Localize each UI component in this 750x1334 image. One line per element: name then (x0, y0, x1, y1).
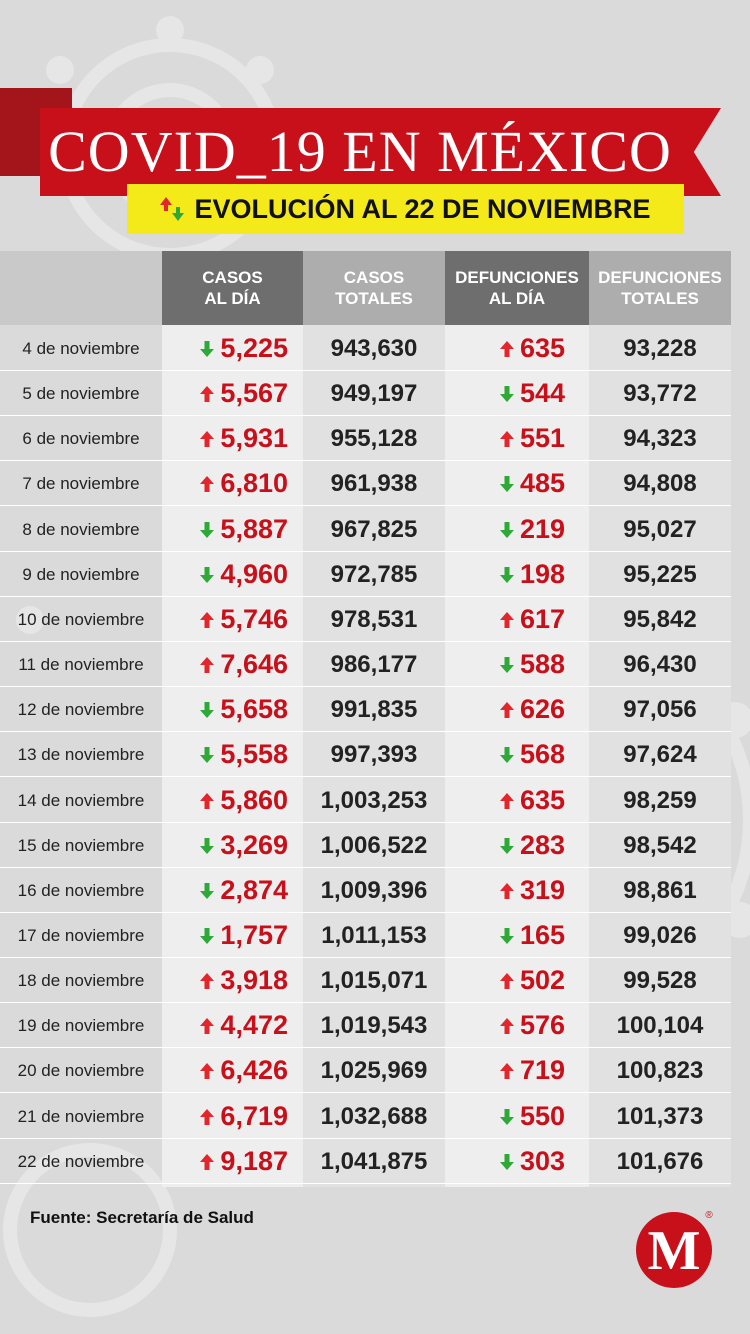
header-line: DEFUNCIONES (598, 268, 722, 287)
down-arrow-icon (500, 378, 520, 409)
cases-day-value: 5,860 (220, 784, 288, 815)
header-line: AL DÍA (488, 289, 546, 308)
deaths-total-cell: 101,676 (616, 1147, 704, 1175)
down-arrow-icon (500, 468, 520, 499)
cases-total-cell: 943,630 (330, 335, 418, 362)
deaths-day-cell (445, 1003, 565, 1048)
cases-day-value: 3,918 (220, 965, 288, 996)
cases-total-cell: 978,531 (330, 605, 418, 633)
cases-total-cell: 1,019,543 (320, 1012, 428, 1040)
cases-day-value: 4,472 (220, 1010, 288, 1041)
cases-day-cell (162, 1003, 288, 1048)
header-deaths-total (589, 251, 731, 325)
cases-day-value: 6,426 (220, 1055, 288, 1086)
cases-day-cell (162, 416, 288, 461)
deaths-day-cell (445, 461, 565, 506)
up-arrow-icon (500, 694, 520, 725)
cases-total-cell: 986,177 (330, 651, 418, 679)
up-down-arrows-icon (160, 195, 186, 223)
up-arrow-icon (500, 604, 520, 635)
row-date: 5 de noviembre (22, 384, 140, 404)
cases-day-value: 5,887 (220, 513, 288, 544)
cases-day-value: 5,558 (220, 739, 288, 770)
deaths-day-cell (445, 1139, 565, 1184)
cases-day-cell (162, 1139, 288, 1184)
down-arrow-icon (500, 739, 520, 770)
table-row (0, 1094, 731, 1139)
row-date: 14 de noviembre (17, 790, 145, 810)
deaths-total-cell: 93,772 (623, 380, 697, 408)
down-arrow-icon (500, 559, 520, 590)
subtitle-banner (127, 184, 684, 234)
cases-day-value: 6,810 (220, 468, 288, 499)
cases-day-cell (162, 326, 288, 371)
table-row (0, 778, 731, 823)
deaths-total-cell: 99,528 (623, 967, 697, 995)
cases-day-cell (162, 868, 288, 913)
cases-total-cell: 972,785 (330, 560, 418, 588)
deaths-day-value: 635 (519, 333, 565, 363)
down-arrow-icon (500, 920, 520, 951)
deaths-day-value: 635 (519, 784, 565, 815)
cases-day-cell (162, 1094, 288, 1139)
subtitle-text: EVOLUCIÓN AL 22 DE NOVIEMBRE (194, 193, 651, 224)
down-arrow-icon (200, 514, 220, 545)
header-line: CASOS (202, 268, 263, 287)
cases-day-cell (162, 507, 288, 552)
row-date: 16 de noviembre (17, 880, 145, 900)
table-row (0, 687, 731, 732)
deaths-total-cell: 95,842 (623, 605, 697, 633)
deaths-day-cell (445, 1048, 565, 1093)
row-date: 15 de noviembre (17, 835, 145, 855)
down-arrow-icon (500, 830, 520, 861)
table-row (0, 958, 731, 1003)
cases-total-cell: 1,015,071 (320, 967, 428, 995)
row-date: 11 de noviembre (18, 655, 144, 675)
cases-total-cell: 961,938 (330, 470, 418, 498)
logo-letter: M (647, 1220, 701, 1282)
cases-day-cell (162, 958, 288, 1003)
cases-total-cell: 1,006,522 (320, 831, 428, 859)
deaths-day-value: 485 (519, 468, 565, 499)
row-date: 9 de noviembre (22, 564, 140, 584)
cases-day-cell (162, 823, 288, 868)
up-arrow-icon (500, 333, 520, 364)
cases-total-cell: 1,003,253 (320, 786, 428, 814)
deaths-day-value: 544 (519, 378, 565, 409)
deaths-day-cell (445, 597, 565, 642)
cases-day-cell (162, 552, 288, 597)
deaths-day-value: 283 (519, 829, 565, 860)
cases-day-value: 3,269 (220, 829, 288, 860)
deaths-day-value: 551 (519, 423, 565, 454)
deaths-day-cell (445, 778, 565, 823)
deaths-day-value: 319 (519, 874, 565, 905)
cases-day-cell (162, 732, 288, 777)
row-date: 4 de noviembre (22, 339, 140, 358)
cases-day-value: 5,225 (220, 333, 288, 363)
up-arrow-icon (200, 965, 220, 996)
row-date: 21 de noviembre (17, 1106, 145, 1126)
deaths-day-value: 588 (519, 649, 565, 680)
down-arrow-icon (200, 694, 220, 725)
down-arrow-icon (200, 739, 220, 770)
up-arrow-icon (200, 1146, 220, 1177)
deaths-total-cell: 98,861 (623, 876, 697, 904)
cases-day-cell (162, 371, 288, 416)
deaths-total-cell: 97,624 (623, 741, 697, 769)
deaths-day-cell (445, 326, 565, 371)
cases-total-cell: 997,393 (330, 741, 418, 769)
table-row (0, 371, 731, 416)
deaths-day-value: 568 (519, 739, 565, 770)
row-date: 13 de noviembre (17, 745, 145, 765)
cases-total-cell: 1,025,969 (320, 1057, 428, 1085)
row-date: 12 de noviembre (17, 700, 145, 720)
row-date: 17 de noviembre (17, 925, 145, 945)
row-divider (0, 1183, 731, 1184)
deaths-total-cell: 93,228 (623, 335, 697, 362)
table-row (0, 1048, 731, 1093)
deaths-day-cell (445, 507, 565, 552)
deaths-total-cell: 100,104 (616, 1012, 704, 1040)
down-arrow-icon (200, 875, 220, 906)
deaths-day-value: 576 (519, 1010, 565, 1041)
up-arrow-icon (500, 965, 520, 996)
up-arrow-icon (500, 423, 520, 454)
up-arrow-icon (200, 1010, 220, 1041)
row-date: 6 de noviembre (22, 429, 140, 449)
cases-day-value: 2,874 (220, 874, 288, 905)
up-arrow-icon (200, 1101, 220, 1132)
cases-total-cell: 1,011,153 (321, 921, 427, 949)
deaths-day-value: 198 (519, 558, 565, 589)
deaths-day-cell (445, 868, 565, 913)
cases-day-cell (162, 913, 288, 958)
deaths-day-value: 550 (519, 1100, 565, 1131)
table-row (0, 326, 731, 371)
up-arrow-icon (200, 1055, 220, 1086)
deaths-total-cell: 94,323 (623, 425, 697, 453)
header-line: TOTALES (335, 289, 413, 308)
cases-day-value: 7,646 (220, 649, 288, 680)
cases-day-cell (162, 461, 288, 506)
deaths-total-cell: 97,056 (623, 696, 697, 724)
deaths-day-value: 165 (519, 919, 565, 950)
deaths-day-cell (445, 823, 565, 868)
table-row (0, 913, 731, 958)
deaths-total-cell: 98,259 (623, 786, 697, 814)
up-arrow-icon (200, 468, 220, 499)
down-arrow-icon (500, 1101, 520, 1132)
deaths-day-value: 219 (519, 513, 565, 544)
up-arrow-icon (500, 875, 520, 906)
up-arrow-icon (500, 1055, 520, 1086)
table-row (0, 642, 731, 687)
down-arrow-icon (200, 559, 220, 590)
deaths-total-cell: 98,542 (623, 831, 697, 859)
table-row (0, 416, 731, 461)
deaths-total-cell: 100,823 (616, 1057, 704, 1085)
row-date: 8 de noviembre (22, 519, 140, 539)
cases-day-cell (162, 597, 288, 642)
cases-day-value: 4,960 (220, 558, 288, 589)
deaths-total-cell: 95,225 (623, 560, 697, 588)
table-row (0, 732, 731, 777)
up-arrow-icon (200, 423, 220, 454)
up-arrow-icon (500, 1010, 520, 1041)
down-arrow-icon (200, 333, 220, 364)
down-arrow-icon (500, 514, 520, 545)
row-date: 22 de noviembre (17, 1151, 145, 1171)
deaths-total-cell: 94,808 (623, 470, 697, 498)
cases-total-cell: 955,128 (330, 425, 418, 453)
header-line: TOTALES (621, 289, 699, 308)
row-date: 7 de noviembre (22, 474, 140, 494)
header-cases-day (162, 251, 303, 325)
deaths-day-cell (445, 732, 565, 777)
table-row (0, 1003, 731, 1048)
row-date: 10 de noviembre (17, 609, 145, 629)
deaths-day-value: 719 (519, 1055, 565, 1086)
table-row (0, 597, 731, 642)
deaths-day-value: 502 (519, 965, 565, 996)
table-row (0, 1139, 731, 1184)
cases-day-value: 5,746 (220, 603, 288, 634)
deaths-total-cell: 99,026 (623, 921, 697, 949)
down-arrow-icon (500, 1146, 520, 1177)
deaths-total-cell: 101,373 (616, 1102, 704, 1130)
milenio-logo (635, 1207, 717, 1289)
cases-total-cell: 949,197 (330, 380, 418, 408)
cases-day-cell (162, 642, 288, 687)
deaths-day-cell (445, 1094, 565, 1139)
cases-total-cell: 1,009,396 (320, 876, 428, 904)
row-date: 18 de noviembre (17, 971, 145, 991)
table-row (0, 461, 731, 506)
cases-total-cell: 967,825 (330, 515, 418, 543)
table-row (0, 507, 731, 552)
cases-day-value: 5,658 (220, 694, 288, 725)
deaths-day-value: 303 (519, 1145, 565, 1176)
cases-day-value: 9,187 (220, 1145, 288, 1176)
header-cases-total (303, 251, 445, 325)
deaths-day-cell (445, 416, 565, 461)
up-arrow-icon (500, 785, 520, 816)
cases-total-cell: 1,041,875 (320, 1147, 428, 1175)
row-date: 20 de noviembre (17, 1061, 145, 1081)
table-row (0, 868, 731, 913)
up-arrow-icon (200, 378, 220, 409)
down-arrow-icon (200, 830, 220, 861)
table-row (0, 552, 731, 597)
deaths-day-cell (445, 687, 565, 732)
header-line: CASOS (343, 268, 405, 287)
cases-day-cell (162, 778, 288, 823)
header-line: DEFUNCIONES (455, 268, 579, 287)
header-deaths-day (445, 251, 589, 325)
deaths-day-cell (445, 371, 565, 416)
table-row (0, 823, 731, 868)
cases-day-value: 5,567 (220, 378, 288, 409)
logo-registered-mark: ® (705, 1210, 713, 1221)
cases-total-cell: 991,835 (330, 696, 418, 724)
up-arrow-icon (200, 649, 220, 680)
deaths-day-value: 617 (519, 603, 565, 634)
deaths-total-cell: 95,027 (623, 515, 697, 543)
deaths-day-value: 626 (519, 694, 565, 725)
cases-day-value: 6,719 (220, 1100, 288, 1131)
up-arrow-icon (200, 785, 220, 816)
cases-day-cell (162, 687, 288, 732)
cases-day-value: 5,931 (220, 423, 288, 454)
page-title: COVID_19 EN MÉXICO (48, 119, 672, 184)
deaths-day-cell (445, 642, 565, 687)
deaths-day-cell (445, 913, 565, 958)
down-arrow-icon (500, 649, 520, 680)
cases-day-value: 1,757 (220, 919, 288, 950)
deaths-day-cell (445, 958, 565, 1003)
cases-total-cell: 1,032,688 (320, 1102, 428, 1130)
up-arrow-icon (200, 604, 220, 635)
header-line: AL DÍA (204, 289, 261, 308)
row-date: 19 de noviembre (17, 1016, 145, 1036)
source-note: Fuente: Secretaría de Salud (30, 1208, 254, 1227)
cases-day-cell (162, 1048, 288, 1093)
down-arrow-icon (200, 920, 220, 951)
deaths-total-cell: 96,430 (623, 651, 697, 679)
deaths-day-cell (445, 552, 565, 597)
